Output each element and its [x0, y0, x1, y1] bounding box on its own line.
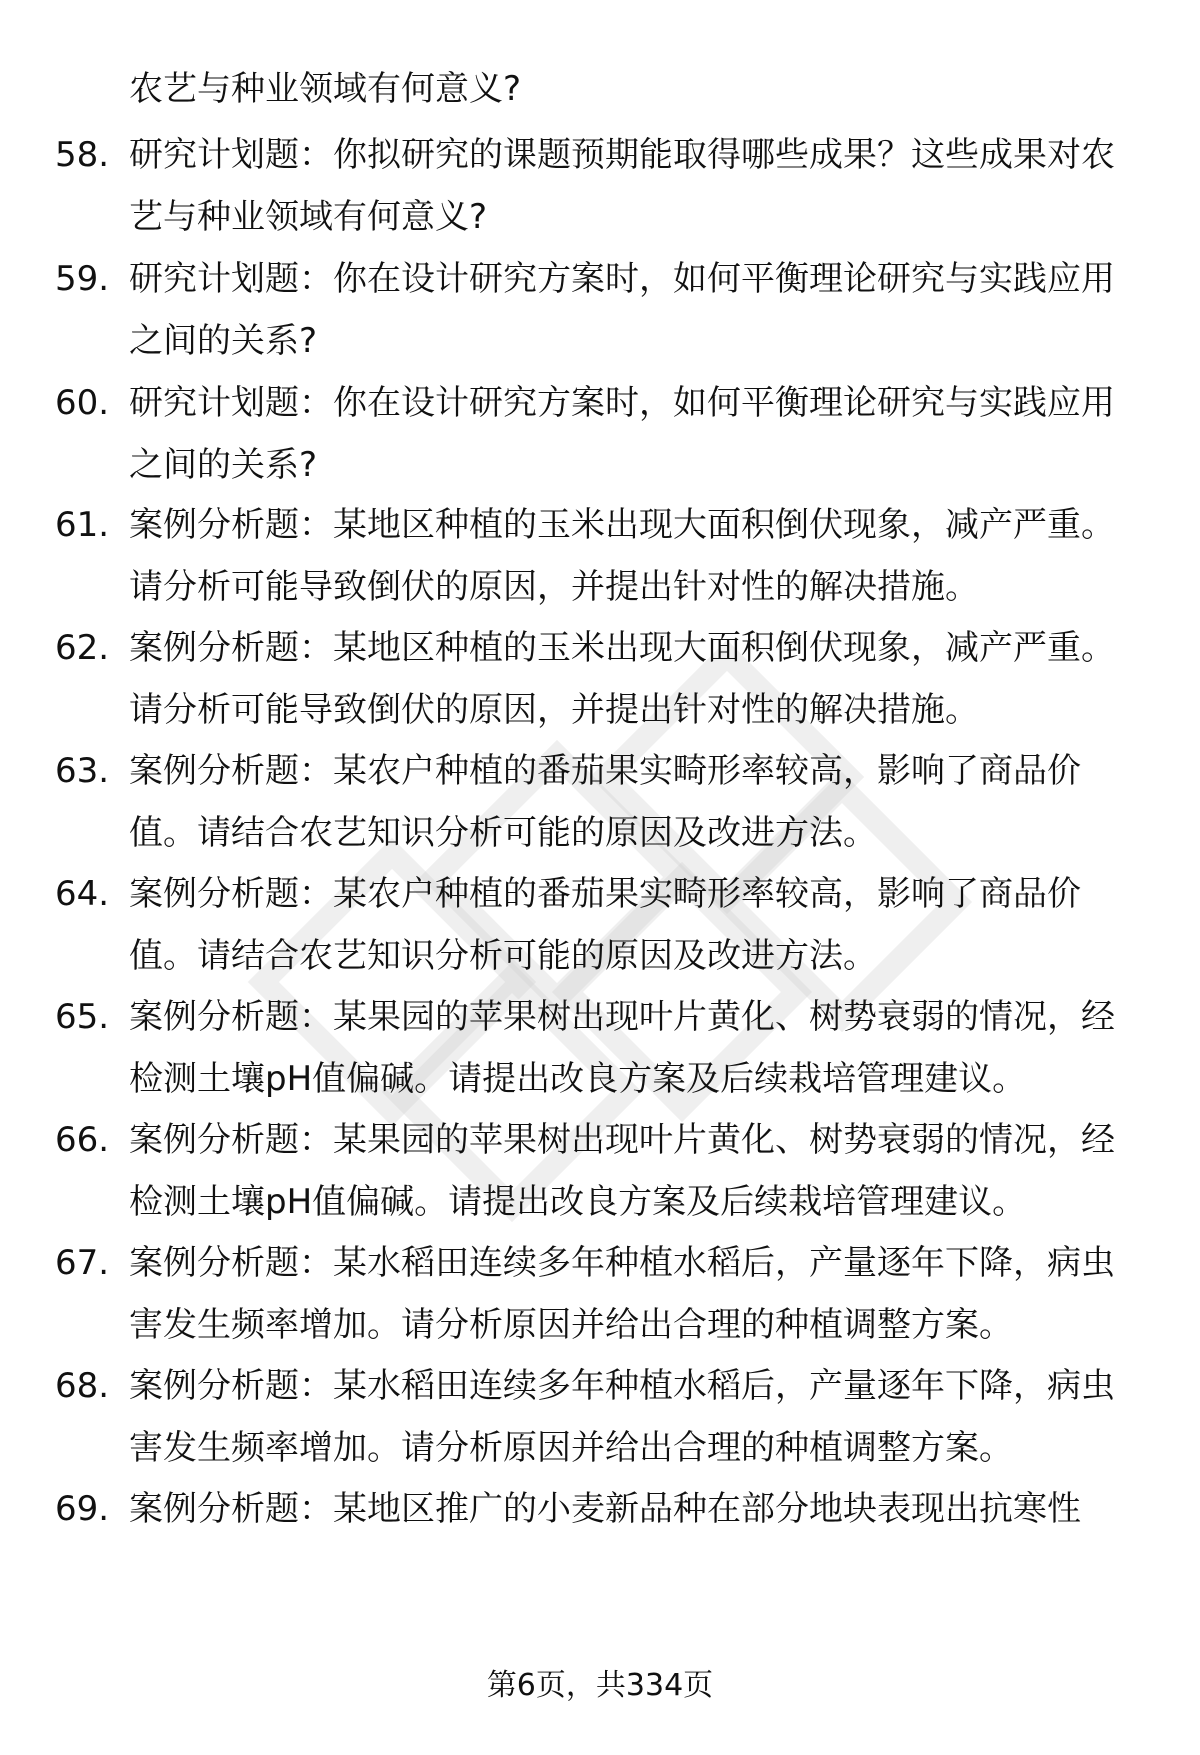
question-text: 研究计划题：你在设计研究方案时，如何平衡理论研究与实践应用之间的关系?	[129, 383, 1115, 485]
question-item	[55, 248, 1135, 372]
question-text: 案例分析题：某地区种植的玉米出现大面积倒伏现象，减产严重。请分析可能导致倒伏的原因，并提出针对性的解决措施。	[129, 628, 1115, 730]
question-text: 研究计划题：你在设计研究方案时，如何平衡理论研究与实践应用之间的关系?	[129, 259, 1115, 361]
question-item	[55, 1355, 1135, 1479]
question-number: 65.	[55, 997, 110, 1037]
question-text: 案例分析题：某果园的苹果树出现叶片黄化、树势衰弱的情况，经检测土壤pH值偏碱。请提出改良方案及后续栽培管理建议。	[129, 997, 1115, 1099]
question-number: 61.	[55, 505, 110, 545]
question-item	[55, 372, 1135, 496]
question-text: 案例分析题：某水稻田连续多年种植水稻后，产量逐年下降，病虫害发生频率增加。请分析原因并给出合理的种植调整方案。	[129, 1243, 1115, 1345]
question-number: 68.	[55, 1366, 110, 1406]
continuation-text: 农艺与种业领域有何意义?	[129, 69, 522, 109]
question-text: 案例分析题：某果园的苹果树出现叶片黄化、树势衰弱的情况，经检测土壤pH值偏碱。请提出改良方案及后续栽培管理建议。	[129, 1120, 1115, 1222]
question-number: 66.	[55, 1120, 110, 1160]
question-number: 64.	[55, 874, 110, 914]
question-text: 案例分析题：某地区种植的玉米出现大面积倒伏现象，减产严重。请分析可能导致倒伏的原因，并提出针对性的解决措施。	[129, 505, 1115, 607]
question-number: 62.	[55, 628, 110, 668]
question-item	[55, 124, 1135, 248]
question-number: 69.	[55, 1489, 110, 1529]
question-item	[55, 494, 1135, 618]
question-item	[55, 1109, 1135, 1233]
question-item	[55, 1232, 1135, 1356]
question-item	[55, 986, 1135, 1110]
question-item	[55, 1478, 1135, 1540]
question-item	[55, 863, 1135, 987]
page-footer: 第6页，共334页	[486, 1668, 714, 1703]
question-text: 案例分析题：某农户种植的番茄果实畸形率较高，影响了商品价值。请结合农艺知识分析可能的原因及改进方法。	[129, 751, 1081, 853]
question-item	[55, 740, 1135, 864]
question-number: 59.	[55, 259, 110, 299]
question-number: 58.	[55, 135, 110, 175]
question-number: 63.	[55, 751, 110, 791]
question-text: 案例分析题：某水稻田连续多年种植水稻后，产量逐年下降，病虫害发生频率增加。请分析原因并给出合理的种植调整方案。	[129, 1366, 1115, 1468]
question-text: 案例分析题：某地区推广的小麦新品种在部分地块表现出抗寒性	[129, 1489, 1081, 1529]
question-text: 案例分析题：某农户种植的番茄果实畸形率较高，影响了商品价值。请结合农艺知识分析可能的原因及改进方法。	[129, 874, 1081, 976]
question-number: 67.	[55, 1243, 110, 1283]
question-text: 研究计划题：你拟研究的课题预期能取得哪些成果？这些成果对农艺与种业领域有何意义?	[129, 135, 1115, 237]
question-number: 60.	[55, 383, 110, 423]
question-item	[55, 617, 1135, 741]
